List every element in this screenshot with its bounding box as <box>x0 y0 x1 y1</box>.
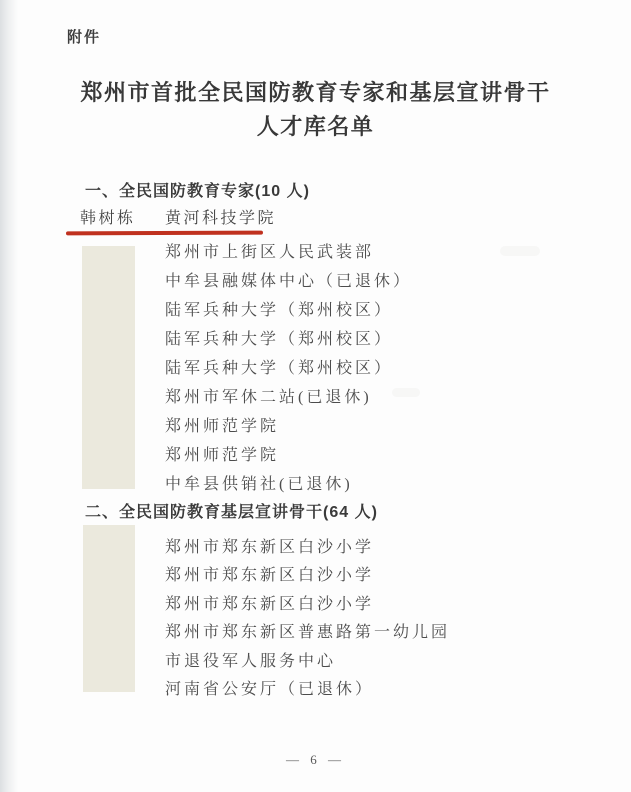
document-title-line2: 人才库名单 <box>256 114 375 139</box>
list-item: 陆军兵种大学（郑州校区） <box>165 302 394 319</box>
list-item: 陆军兵种大学（郑州校区） <box>165 331 394 348</box>
redacted-names-block-2 <box>83 525 135 692</box>
attachment-label: 附件 <box>67 29 102 46</box>
expert-name: 韩树栋 <box>80 210 136 227</box>
list-item: 郑州市军休二站(已退休) <box>165 389 372 406</box>
page-number: — 6 — <box>286 752 345 767</box>
section-2-organization-list <box>165 531 450 702</box>
list-item: 市退役军人服务中心 <box>165 652 337 670</box>
list-item: 郑州师范学院 <box>165 418 280 435</box>
list-item: 郑州市郑东新区普惠路第一幼儿园 <box>165 624 451 642</box>
list-item: 郑州市郑东新区白沙小学 <box>165 595 375 613</box>
red-underline-annotation <box>66 231 263 236</box>
list-item: 郑州师范学院 <box>165 447 280 464</box>
list-item: 中牟县供销社(已退休) <box>165 476 353 493</box>
list-item: 河南省公安厅（已退休） <box>165 681 375 699</box>
redacted-names-block-1 <box>82 246 135 489</box>
list-item: 郑州市郑东新区白沙小学 <box>165 538 375 556</box>
list-item: 陆军兵种大学（郑州校区） <box>165 360 394 377</box>
document-title-line1: 郑州市首批全民国防教育专家和基层宣讲骨干 <box>80 80 551 105</box>
section-2-heading: 二、全民国防教育基层宣讲骨干(64 人) <box>85 504 378 521</box>
highlighted-expert-row <box>80 205 277 228</box>
list-item: 郑州市上街区人民武装部 <box>165 244 375 261</box>
expert-organization: 黄河科技学院 <box>165 210 277 227</box>
document-title <box>0 76 631 144</box>
section-1-organization-list <box>165 236 412 497</box>
list-item: 郑州市郑东新区白沙小学 <box>165 567 375 585</box>
scan-smudge <box>500 246 540 256</box>
section-1-heading: 一、全民国防教育专家(10 人) <box>85 183 310 200</box>
list-item: 中牟县融媒体中心（已退休） <box>165 273 413 290</box>
